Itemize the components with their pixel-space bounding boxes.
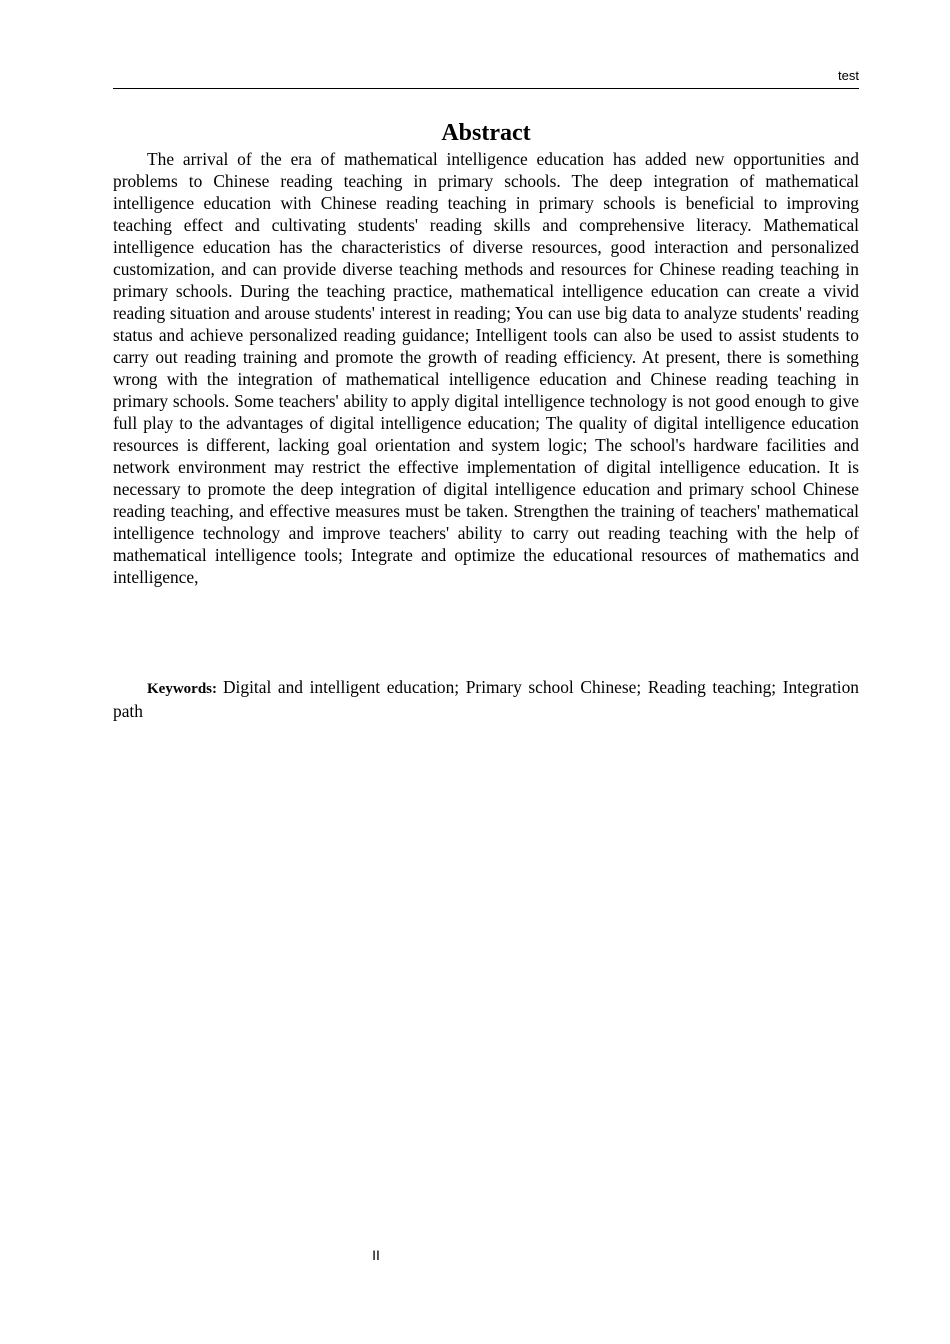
abstract-title: Abstract xyxy=(441,120,531,146)
page-header xyxy=(113,68,859,89)
keywords-label: Keywords: xyxy=(147,681,217,697)
header-text: test xyxy=(838,68,859,83)
page-number: II xyxy=(372,1247,380,1263)
keywords-text: Digital and intelligent education; Primary school Chinese; Reading teaching; Integration path xyxy=(113,677,859,721)
abstract-body: The arrival of the era of mathematical intelligence education has added new opportunities and problems to Chinese reading teaching in primary schools. The deep integration of mathematical intelligence education with Chinese reading teaching in primary schools is beneficial to improving teaching effect and cultivating students' reading skills and comprehensive literacy. Mathematical intelligence education has the characteristics of diverse resources, good interaction and personalized customization, and can provide diverse teaching methods and resources for Chinese reading teaching in primary schools. During the teaching practice, mathematical intelligence education can create a vivid reading situation and arouse students' interest in reading; You can use big data to analyze students' reading status and achieve personalized reading guidance; Intelligent tools can also be used to assist students to carry out reading training and promote the growth of reading efficiency. At present, there is something wrong with the integration of mathematical intelligence education and Chinese reading teaching in primary schools. Some teachers' ability to apply digital intelligence technology is not good enough to give full play to the advantages of digital intelligence education; The quality of digital intelligence education resources is different, lacking goal orientation and system logic; The school's hardware facilities and network environment may restrict the effective implementation of digital intelligence education. It is necessary to promote the deep integration of digital intelligence education and primary school Chinese reading teaching, and effective measures must be taken. Strengthen the training of teachers' mathematical intelligence technology and improve teachers' ability to carry out reading teaching with the help of mathematical intelligence tools; Integrate and optimize the educational resources of mathematics and intelligence, xyxy=(113,149,859,587)
keywords-paragraph xyxy=(113,676,859,722)
